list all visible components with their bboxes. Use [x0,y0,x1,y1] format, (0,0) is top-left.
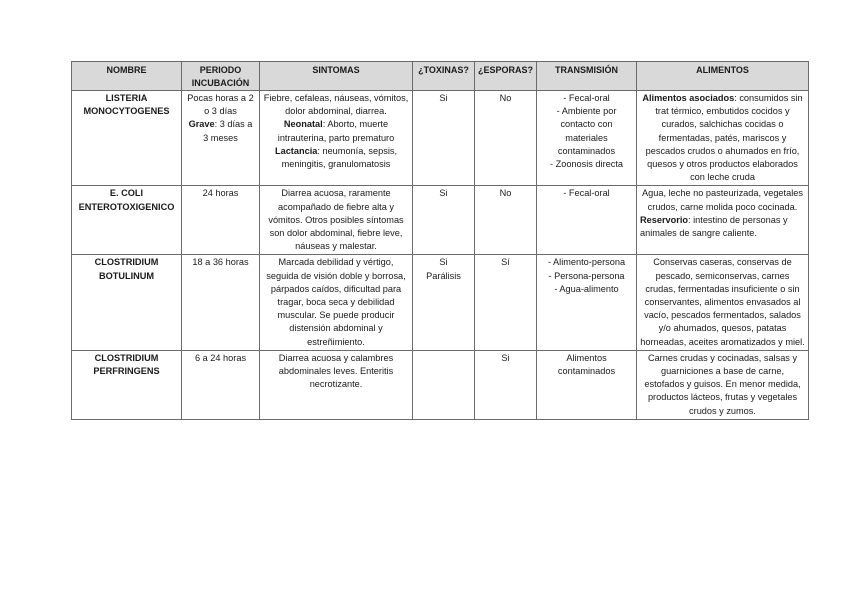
cell-sintomas: Diarrea acuosa, raramente acompañado de fiebre alta y vómitos. Otros posibles síntomas son dolor abdominal, fiebre leve, náuseas y malestar. [260,186,413,255]
cell-periodo: 24 horas [182,186,260,255]
cell-sintomas: Diarrea acuosa y calambres abdominales leves. Enteritis necrotizante. [260,350,413,419]
cell-alimentos: Carnes crudas y cocinadas, salsas y guarniciones a base de carne, estofados y guisos. En menor medida, productos lácteos, frutas y vegetales crudos y zumos. [637,350,809,419]
alimentos-label: Alimentos asociados [642,93,735,103]
cell-esporas: No [475,186,537,255]
transmision-item: - Fecal-oral [563,93,610,103]
cell-transmision [537,350,637,419]
header-sintomas: SINTOMAS [260,62,413,91]
reservorio-label: Reservorio [640,214,689,225]
transmision-item: Alimentos contaminados [557,352,616,377]
cell-esporas: No [475,91,537,186]
cell-periodo: 18 a 36 horas [182,255,260,350]
cell-periodo: 6 a 24 horas [182,350,260,419]
cell-nombre: CLOSTRIDIUM BOTULINUM [72,255,182,350]
header-alimentos: ALIMENTOS [637,62,809,91]
cell-transmision [537,91,637,186]
cell-toxinas: Si [413,91,475,186]
alimentos-text: : consumidos sin trat térmico, embutidos cocidos y curados, salchichas cocidas o fermentadas, patés, mariscos y pescados crudos o ahumados en frío, quesos y otros productos elaborados con leche cruda [645,93,803,183]
transmision-item: - Agua-alimento [554,283,619,294]
table-row [72,186,809,255]
cell-sintomas: Marcada debilidad y vértigo, seguida de visión doble y borrosa, párpados caídos, dificultad para tragar, boca seca y debilidad muscular. Se puede producir distensión abdominal y estreñimiento. [260,255,413,350]
grave-label: Grave [188,119,215,130]
alimentos-text: Agua, leche no pasteurizada, vegetales crudos, carne molida poco cocinada. [642,188,803,212]
cell-toxinas [413,255,475,350]
pathogen-table [71,61,809,420]
cell-nombre: E. COLI ENTEROTOXIGENICO [72,186,182,255]
cell-nombre: CLOSTRIDIUM PERFRINGENS [72,350,182,419]
cell-alimentos [637,186,809,255]
periodo-text: Pocas horas a 2 o 3 días [187,93,254,117]
header-toxinas: ¿TOXINAS? [413,62,475,91]
header-esporas: ¿ESPORAS? [475,62,537,91]
table-row [72,350,809,419]
transmision-item: - Fecal-oral [563,188,610,199]
header-row [72,62,809,91]
cell-esporas: Si [475,350,537,419]
transmision-item: - Alimento-persona [547,257,626,268]
grave-text: : 3 días a 3 meses [203,119,253,143]
lactancia-text: : neumonía, sepsis, meningitis, granulomatosis [281,145,398,170]
header-nombre: NOMBRE [72,62,182,91]
cell-toxinas: Si [413,186,475,255]
table-row [72,255,809,350]
sintomas-text: Fiebre, cefaleas, náuseas, vómitos, dolor abdominal, diarrea. [263,93,409,117]
transmision-item: - Ambiente por contacto con materiales contaminados [556,106,617,156]
cell-nombre: LISTERIA MONOCYTOGENES [72,91,182,186]
cell-alimentos [637,91,809,186]
cell-periodo [182,91,260,186]
cell-transmision [537,186,637,255]
toxinas-note: Parálisis [426,270,461,281]
lactancia-label: Lactancia [274,145,318,156]
cell-transmision [537,255,637,350]
cell-toxinas [413,350,475,419]
toxinas-value: Si [439,257,448,268]
transmision-item: - Persona-persona [548,270,625,281]
cell-alimentos: Conservas caseras, conservas de pescado, semiconservas, carnes crudas, fermentadas insuficiente o sin conservantes, alimentos envasados al vacío, pescados fermentados, salados y/o ahumados, quesos, patatas horneadas, aceites aromatizados y miel. [637,255,809,350]
cell-esporas: Sí [475,255,537,350]
header-periodo: PERIODO INCUBACIÓN [182,62,260,91]
transmision-item: - Zoonosis directa [549,159,624,170]
neonatal-label: Neonatal [283,119,323,130]
cell-sintomas [260,91,413,186]
header-transmision: TRANSMISIÓN [537,62,637,91]
neonatal-text: : Aborto, muerte intrauterina, parto prematuro [277,119,395,143]
reservorio-text: : intestino de personas y animales de sangre caliente. [640,214,788,239]
table-row [72,91,809,186]
